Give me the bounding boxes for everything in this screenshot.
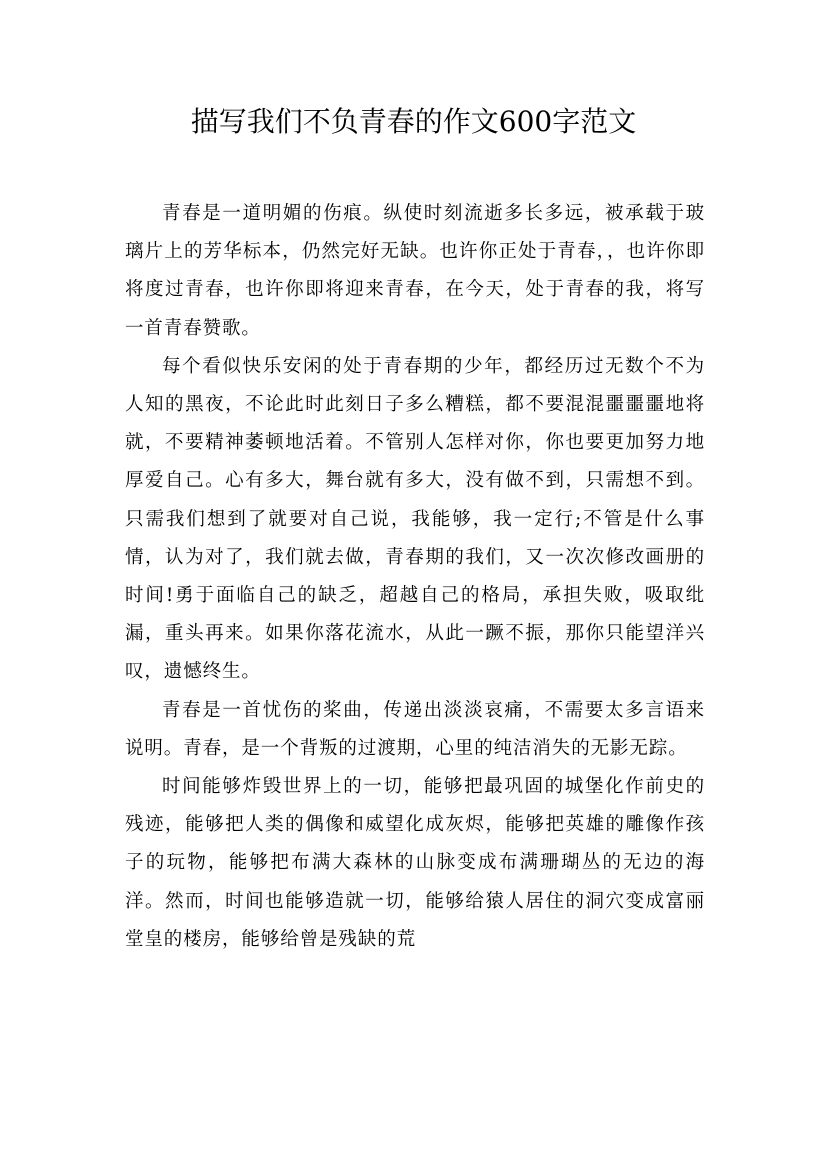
document-body (125, 195, 705, 959)
paragraph-2: 每个看似快乐安闲的处于青春期的少年，都经历过无数个不为人知的黑夜，不论此时此刻日子多么糟糕，都不要混混噩噩噩地将就，不要精神萎顿地活着。不管别人怎样对你，你也要更加努力地厚爱自己。心有多大，舞台就有多大，没有做不到，只需想不到。只需我们想到了就要对自己说，我能够，我一定行;不管是什么事情，认为对了，我们就去做，青春期的我们，又一次次修改画册的时间!勇于面临自己的缺乏，超越自己的格局，承担失败，吸取纰漏，重头再来。如果你落花流水，从此一蹶不振，那你只能望洋兴叹，遗憾终生。 (125, 355, 705, 683)
paragraph-1: 青春是一道明媚的伤痕。纵使时刻流逝多长多远，被承载于玻璃片上的芳华标本，仍然完好无缺。也许你正处于青春，，也许你即将度过青春，也许你即将迎来青春，在今天，处于青春的我，将写一首青春赞歌。 (125, 203, 705, 339)
document-title: 描写我们不负青春的作文600字范文 (190, 105, 637, 138)
paragraph-4: 时间能够炸毁世界上的一切，能够把最巩固的城堡化作前史的残迹，能够把人类的偶像和威望化成灰烬，能够把英雄的雕像作孩子的玩物，能够把布满大森林的山脉变成布满珊瑚丛的无边的海洋。然而，时间也能够造就一切，能够给猿人居住的洞穴变成富丽堂皇的楼房，能够给曾是残缺的荒 (125, 776, 705, 950)
paragraph-3: 青春是一首忧伤的桨曲，传递出淡淡哀痛，不需要太多言语来说明。青春，是一个背叛的过渡期，心里的纯洁消失的无影无踪。 (125, 699, 705, 759)
